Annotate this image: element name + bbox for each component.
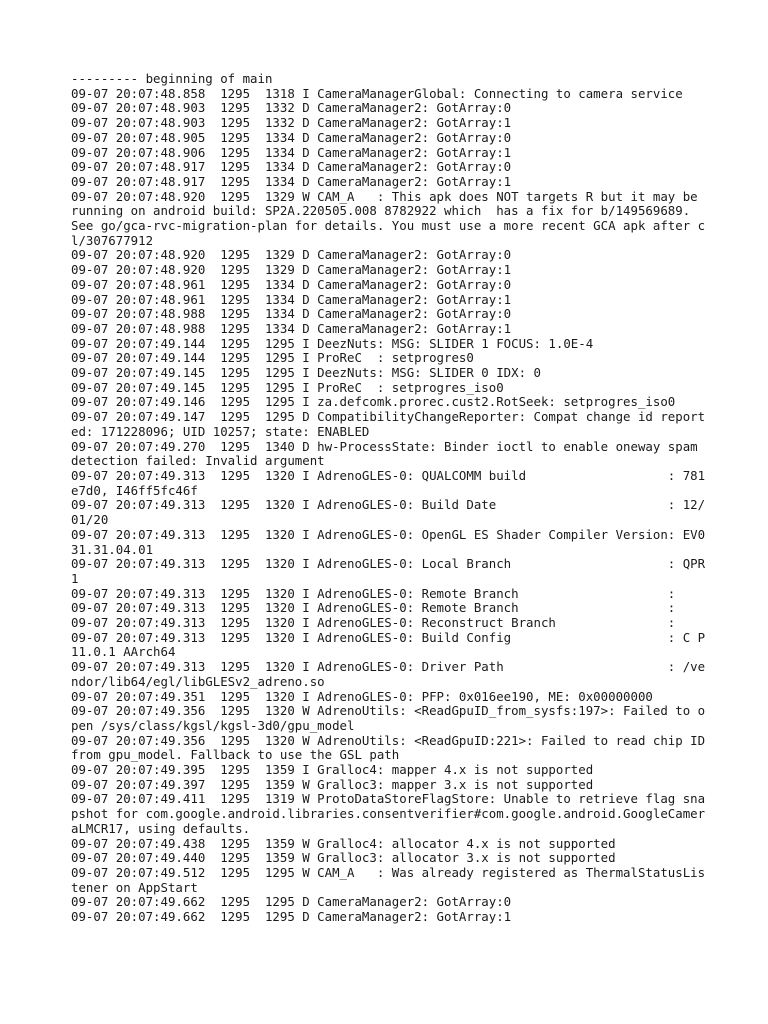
log-line: 09-07 20:07:49.356 1295 1320 W AdrenoUtils: <ReadGpuID:221>: Failed to read chip ID from gpu_model. Fallback to use the GSL path xyxy=(71,732,713,763)
log-line: 09-07 20:07:49.313 1295 1320 I AdrenoGLES-0: Local Branch : QPR1 xyxy=(71,556,706,586)
log-line: 09-07 20:07:49.313 1295 1320 I AdrenoGLES-0: Remote Branch : xyxy=(71,585,676,601)
log-line: 09-07 20:07:49.144 1295 1295 I ProReC : setprogres0 xyxy=(71,350,474,366)
log-line: 09-07 20:07:48.988 1295 1334 D CameraManager2: GotArray:1 xyxy=(71,320,512,336)
log-line: 09-07 20:07:48.988 1295 1334 D CameraManager2: GotArray:0 xyxy=(71,306,512,322)
log-line: 09-07 20:07:49.270 1295 1340 D hw-ProcessState: Binder ioctl to enable oneway spam detection failed: Invalid argument xyxy=(71,438,706,469)
log-line: 09-07 20:07:49.146 1295 1295 I za.defcomk.prorec.cust2.RotSeek: setprogres_iso0 xyxy=(71,394,676,410)
log-line: 09-07 20:07:49.395 1295 1359 I Gralloc4: mapper 4.x is not supported xyxy=(71,762,594,778)
log-line: 09-07 20:07:48.920 1295 1329 D CameraManager2: GotArray:1 xyxy=(71,262,512,278)
log-line: 09-07 20:07:49.313 1295 1320 I AdrenoGLES-0: OpenGL ES Shader Compiler Version: EV031.31.04.01 xyxy=(71,526,706,557)
log-line: 09-07 20:07:49.144 1295 1295 I DeezNuts: MSG: SLIDER 1 FOCUS: 1.0E-4 xyxy=(71,335,594,351)
log-line: 09-07 20:07:48.917 1295 1334 D CameraManager2: GotArray:0 xyxy=(71,159,512,175)
log-line: 09-07 20:07:49.313 1295 1320 I AdrenoGLES-0: Build Config : C P 11.0.1 AArch64 xyxy=(71,629,713,660)
log-line: 09-07 20:07:48.903 1295 1332 D CameraManager2: GotArray:1 xyxy=(71,115,512,131)
log-line: 09-07 20:07:49.662 1295 1295 D CameraManager2: GotArray:1 xyxy=(71,909,512,925)
log-line: 09-07 20:07:48.858 1295 1318 I CameraManagerGlobal: Connecting to camera service xyxy=(71,85,683,101)
log-line: 09-07 20:07:49.313 1295 1320 I AdrenoGLES-0: QUALCOMM build : 781e7d0, I46ff5fc46f xyxy=(71,467,706,498)
log-line: 09-07 20:07:49.313 1295 1320 I AdrenoGLES-0: Remote Branch : xyxy=(71,600,676,616)
log-line: 09-07 20:07:49.147 1295 1295 D CompatibilityChangeReporter: Compat change id reported: 171228096; UID 10257; state: ENABLED xyxy=(71,409,706,439)
log-line: 09-07 20:07:48.905 1295 1334 D CameraManager2: GotArray:0 xyxy=(71,129,512,145)
log-line: 09-07 20:07:49.662 1295 1295 D CameraManager2: GotArray:0 xyxy=(71,894,512,910)
log-line: 09-07 20:07:48.961 1295 1334 D CameraManager2: GotArray:1 xyxy=(71,291,512,307)
log-line: 09-07 20:07:48.961 1295 1334 D CameraManager2: GotArray:0 xyxy=(71,276,512,292)
log-line: 09-07 20:07:48.920 1295 1329 D CameraManager2: GotArray:0 xyxy=(71,247,512,263)
log-line: 09-07 20:07:49.351 1295 1320 I AdrenoGLES-0: PFP: 0x016ee190, ME: 0x00000000 xyxy=(71,688,653,704)
log-line: 09-07 20:07:49.440 1295 1359 W Gralloc3: allocator 3.x is not supported xyxy=(71,850,616,866)
log-line: 09-07 20:07:49.397 1295 1359 W Gralloc3: mapper 3.x is not supported xyxy=(71,776,594,792)
log-line: 09-07 20:07:49.313 1295 1320 I AdrenoGLES-0: Driver Path : /vendor/lib64/egl/libGLESv2_adreno.so xyxy=(71,659,706,689)
log-line: 09-07 20:07:48.917 1295 1334 D CameraManager2: GotArray:1 xyxy=(71,173,512,189)
log-line: 09-07 20:07:49.145 1295 1295 I DeezNuts: MSG: SLIDER 0 IDX: 0 xyxy=(71,365,541,381)
log-line: 09-07 20:07:49.512 1295 1295 W CAM_A : Was already registered as ThermalStatusListener on AppStart xyxy=(71,864,706,895)
log-line: 09-07 20:07:48.920 1295 1329 W CAM_A : This apk does NOT targets R but it may be running on android build: SP2A.220505.008 8782922 which has a fix for b/149569689. See go/gca-rvc-migration-plan for details. You must use a more recent GCA apk after cl/307677912 xyxy=(71,188,706,248)
log-line: 09-07 20:07:49.411 1295 1319 W ProtoDataStoreFlagStore: Unable to retrieve flag snapshot for com.google.android.libraries.consentverifier#com.google.android.GoogleCameraLMCR17, using defaults. xyxy=(71,791,706,836)
log-line: 09-07 20:07:48.903 1295 1332 D CameraManager2: GotArray:0 xyxy=(71,100,512,116)
log-line: 09-07 20:07:49.438 1295 1359 W Gralloc4: allocator 4.x is not supported xyxy=(71,835,616,851)
log-document xyxy=(71,72,711,925)
log-header: --------- beginning of main xyxy=(71,71,273,86)
log-line: 09-07 20:07:49.313 1295 1320 I AdrenoGLES-0: Build Date : 12/01/20 xyxy=(71,497,706,528)
log-line: 09-07 20:07:49.145 1295 1295 I ProReC : setprogres_iso0 xyxy=(71,379,504,395)
log-line: 09-07 20:07:48.906 1295 1334 D CameraManager2: GotArray:1 xyxy=(71,144,512,160)
log-line: 09-07 20:07:49.313 1295 1320 I AdrenoGLES-0: Reconstruct Branch : xyxy=(71,615,676,631)
log-line: 09-07 20:07:49.356 1295 1320 W AdrenoUtils: <ReadGpuID_from_sysfs:197>: Failed to open /sys/class/kgsl/kgsl-3d0/gpu_model xyxy=(71,703,706,733)
